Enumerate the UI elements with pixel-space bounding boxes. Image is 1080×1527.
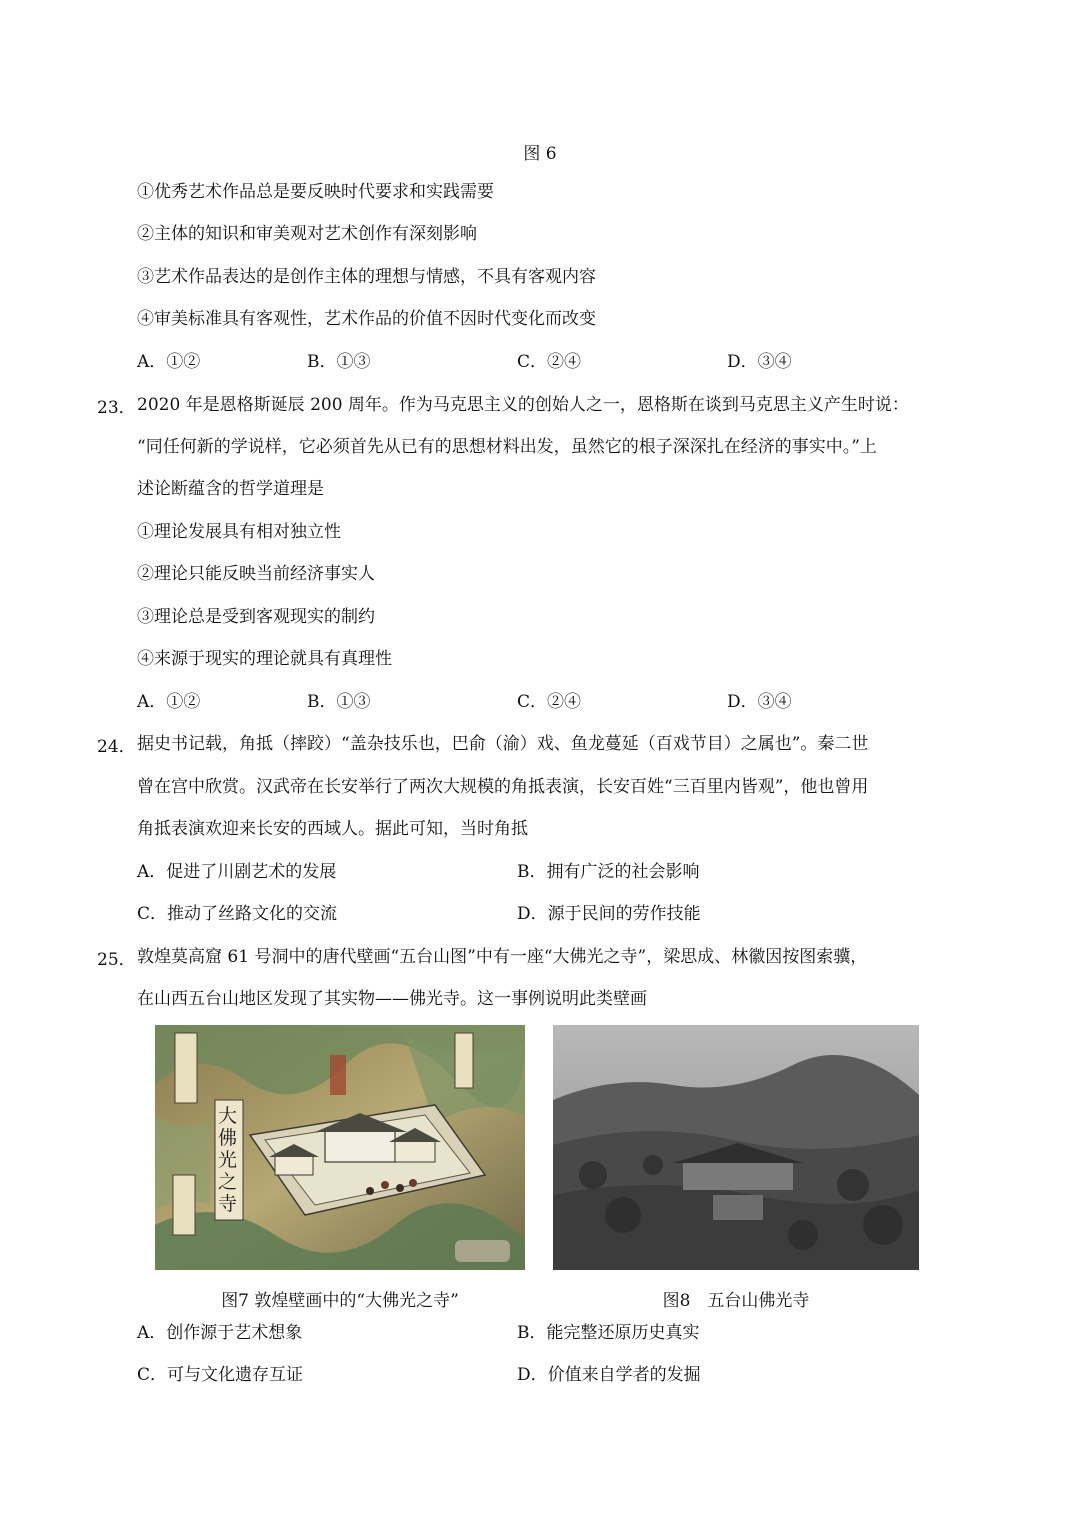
q22-statement-1: ①优秀艺术作品总是要反映时代要求和实践需要 bbox=[137, 182, 494, 202]
q25-text-line-2: 在山西五台山地区发现了其实物——佛光寺。这一事例说明此类壁画 bbox=[137, 989, 647, 1009]
q24-text-line-3: 角抵表演欢迎来长安的西域人。据此可知，当时角抵 bbox=[137, 819, 528, 839]
figure-8-temple-photo bbox=[553, 1025, 919, 1270]
q25-text-line-1: 敦煌莫高窟 61 号洞中的唐代壁画“五台山图”中有一座“大佛光之寺”，梁思成、林徽因按图索骥， bbox=[137, 947, 868, 967]
q25-option-c: C．可与文化遗存互证 bbox=[137, 1365, 304, 1385]
q23-statement-2: ②理论只能反映当前经济事实人 bbox=[137, 564, 375, 584]
q23-option-b: B．①③ bbox=[307, 692, 371, 712]
q23-statement-1: ①理论发展具有相对独立性 bbox=[137, 522, 341, 542]
q22-statement-3: ③艺术作品表达的是创作主体的理想与情感，不具有客观内容 bbox=[137, 267, 596, 287]
figure-8-caption: 图8 五台山佛光寺 bbox=[662, 1291, 810, 1311]
q23-text-line-2: “同任何新的学说样，它必须首先从已有的思想材料出发，虽然它的根子深深扎在经济的事实中。”上 bbox=[137, 437, 877, 457]
q23-option-c: C．②④ bbox=[517, 692, 582, 712]
q24-text-line-2: 曾在宫中欣赏。汉武帝在长安举行了两次大规模的角抵表演，长安百姓“三百里内皆观”，他也曾用 bbox=[137, 777, 869, 797]
mural-illustration bbox=[155, 1025, 525, 1270]
temple-photo-illustration bbox=[553, 1025, 919, 1270]
q22-option-c: C．②④ bbox=[517, 352, 582, 372]
q22-option-d: D．③④ bbox=[727, 352, 792, 372]
q25-option-b: B．能完整还原历史真实 bbox=[517, 1323, 700, 1343]
q24-option-d: D．源于民间的劳作技能 bbox=[517, 904, 701, 924]
mural-inscription: 大佛光之寺 bbox=[218, 1105, 238, 1215]
q25-number: 25． bbox=[97, 950, 136, 970]
figure-7-mural-image bbox=[155, 1025, 525, 1270]
q23-text-line-3: 述论断蕴含的哲学道理是 bbox=[137, 479, 324, 499]
figure-7-caption: 图7 敦煌壁画中的“大佛光之寺” bbox=[221, 1291, 459, 1311]
q24-text-line-1: 据史书记载，角抵（摔跤）“盖杂技乐也，巴俞（渝）戏、鱼龙蔓延（百戏节目）之属也”。秦二世 bbox=[137, 734, 869, 754]
q22-statement-4: ④审美标准具有客观性，艺术作品的价值不因时代变化而改变 bbox=[137, 309, 596, 329]
q23-statement-3: ③理论总是受到客观现实的制约 bbox=[137, 607, 375, 627]
q22-option-b: B．①③ bbox=[307, 352, 371, 372]
q22-option-a: A．①② bbox=[137, 352, 201, 372]
q23-option-a: A．①② bbox=[137, 692, 201, 712]
q24-option-c: C．推动了丝路文化的交流 bbox=[137, 904, 338, 924]
q25-option-a: A．创作源于艺术想象 bbox=[137, 1323, 303, 1343]
q24-number: 24． bbox=[97, 737, 136, 757]
q25-option-d: D．价值来自学者的发掘 bbox=[517, 1365, 701, 1385]
q24-option-b: B．拥有广泛的社会影响 bbox=[517, 862, 700, 882]
q23-option-d: D．③④ bbox=[727, 692, 792, 712]
q23-text-line-1: 2020 年是恩格斯诞辰 200 周年。作为马克思主义的创始人之一，恩格斯在谈到马克思主义产生时说： bbox=[137, 395, 909, 415]
q23-statement-4: ④来源于现实的理论就具有真理性 bbox=[137, 649, 392, 669]
q22-statement-2: ②主体的知识和审美观对艺术创作有深刻影响 bbox=[137, 224, 477, 244]
q24-option-a: A．促进了川剧艺术的发展 bbox=[137, 862, 337, 882]
q23-number: 23． bbox=[97, 398, 136, 418]
figure-6-label: 图 6 bbox=[523, 144, 557, 164]
